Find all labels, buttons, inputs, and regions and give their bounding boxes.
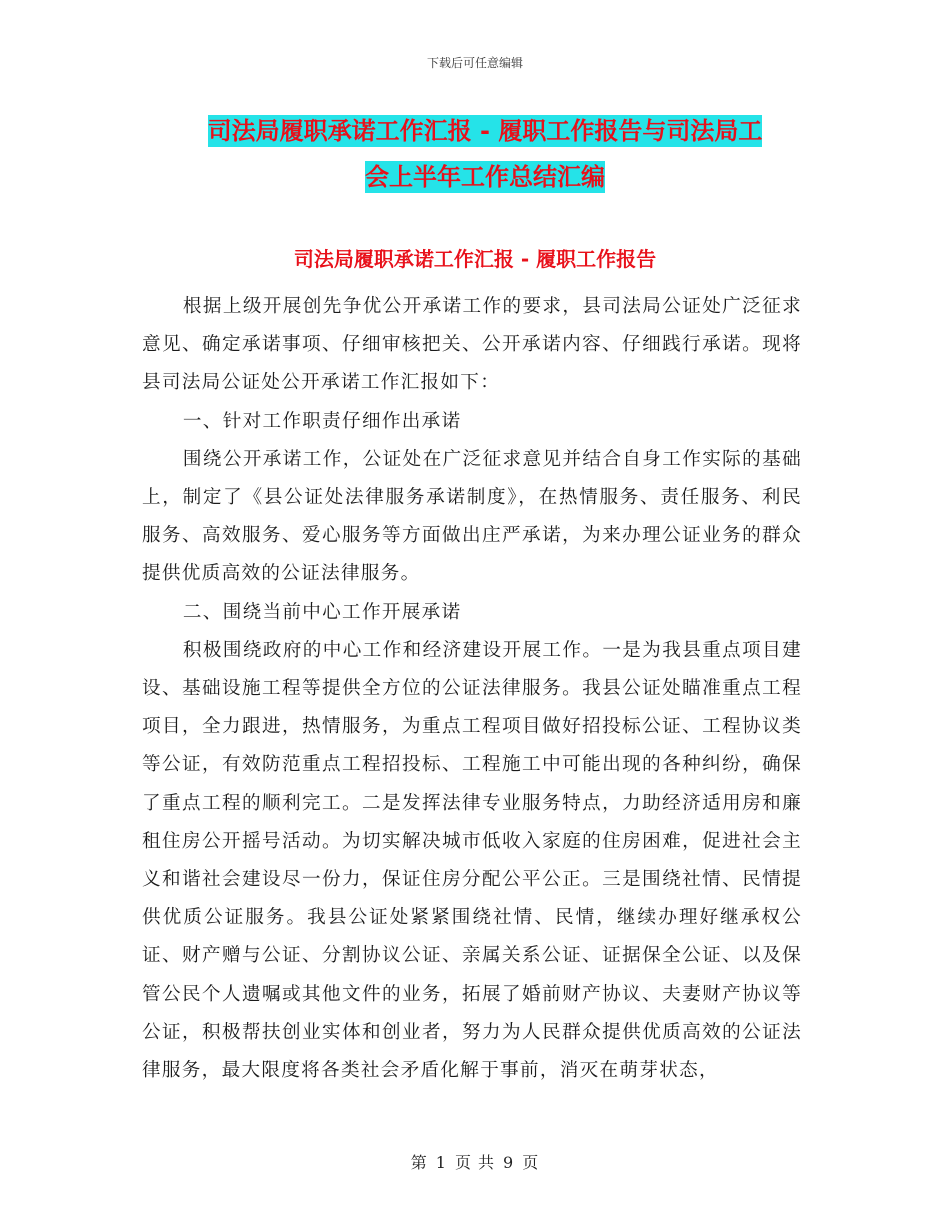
footer-middle: 页 共 bbox=[454, 1153, 496, 1172]
page-footer bbox=[0, 1150, 950, 1173]
title-line-2: 会上半年工作总结汇编 bbox=[365, 163, 605, 191]
header-note: 下载后可任意编辑 bbox=[426, 56, 523, 70]
section-title: 司法局履职承诺工作汇报 - 履职工作报告 bbox=[293, 247, 657, 271]
paragraph-2: 积极围绕政府的中心工作和经济建设开展工作。一是为我县重点项目建设、基础设施工程等提供全方位的公证法律服务。我县公证处瞄准重点工程项目，全力跟进，热情服务，为重点工程项目做好招投标公证、工程协议类等公证，有效防范重点工程招投标、工程施工中可能出现的各种纠纷，确保了重点工程的顺利完工。二是发挥法律专业服务特点，力助经济适用房和廉租住房公开摇号活动。为切实解决城市低收入家庭的住房困难，促进社会主义和谐社会建设尽一份力，保证住房分配公平公正。三是围绕社情、民情提供优质公证服务。我县公证处紧紧围绕社情、民情，继续办理好继承权公证、财产赠与公证、分割协议公证、亲属关系公证、证据保全公证、以及保管公民个人遗嘱或其他文件的业务，拓展了婚前财产协议、夫妻财产协议等公证，积极帮扶创业实体和创业者，努力为人民群众提供优质高效的公证法律服务，最大限度将各类社会矛盾化解于事前，消灭在萌芽状态， bbox=[142, 639, 802, 1082]
body-text bbox=[142, 288, 802, 1090]
page-number: 1 bbox=[435, 1153, 447, 1172]
paragraph-intro: 根据上级开展创先争优公开承诺工作的要求，县司法局公证处广泛征求意见、确定承诺事项、仔细审核把关、公开承诺内容、仔细践行承诺。现将县司法局公证处公开承诺工作汇报如下： bbox=[142, 296, 802, 394]
paragraph-1: 围绕公开承诺工作，公证处在广泛征求意见并结合自身工作实际的基础上，制定了《县公证处法律服务承诺制度》，在热情服务、责任服务、利民服务、高效服务、爱心服务等方面做出庄严承诺，为来办理公证业务的群众提供优质高效的公证法律服务。 bbox=[142, 448, 802, 585]
document-title bbox=[140, 108, 830, 200]
footer-prefix: 第 bbox=[410, 1153, 428, 1172]
footer-suffix: 页 bbox=[522, 1153, 540, 1172]
heading-2: 二、围绕当前中心工作开展承诺 bbox=[182, 601, 462, 623]
title-line-1: 司法局履职承诺工作汇报 - 履职工作报告与司法局工 bbox=[207, 117, 763, 145]
heading-1: 一、针对工作职责仔细作出承诺 bbox=[182, 410, 462, 432]
page-total: 9 bbox=[503, 1153, 515, 1172]
